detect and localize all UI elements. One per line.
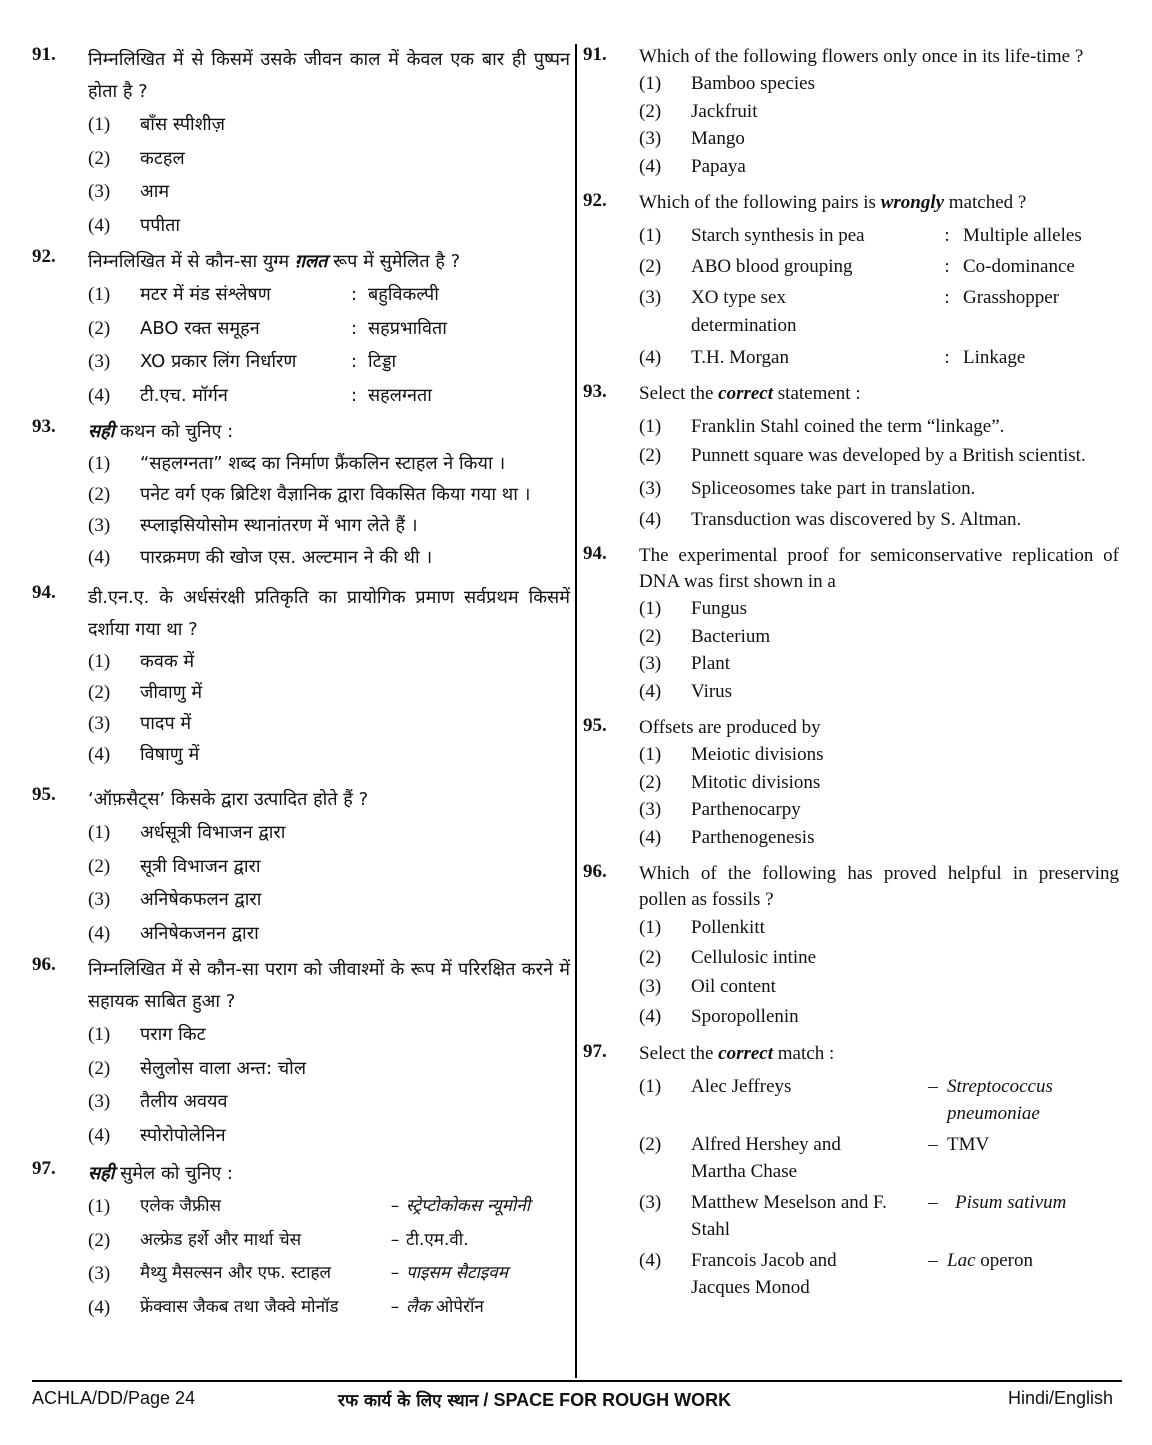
match-right-emphasis: लैक (406, 1296, 431, 1317)
option-number: (1) (88, 651, 111, 672)
question-number: 93. (32, 416, 56, 437)
match-right: स्ट्रेप्टोकोकस न्यूमोनी (406, 1196, 531, 1216)
option-2 (88, 677, 570, 708)
option-text: “सहलग्नता” शब्द का निर्माण फ्रैंकलिन स्टाहल ने किया । (140, 453, 506, 474)
option-text: Mitotic divisions (691, 771, 821, 793)
option-2 (88, 312, 570, 346)
option-text: पारक्रमण की खोज एस. अल्टमान ने की थी । (140, 547, 433, 568)
option-number: (1) (88, 284, 111, 305)
option-number: (1) (88, 453, 111, 474)
match-dash: – (928, 1076, 938, 1097)
pair-right: Co-dominance (963, 256, 1075, 277)
rough-work-label-english: SPACE FOR ROUGH WORK (493, 1390, 732, 1410)
pair-colon: : (350, 384, 358, 406)
option-number: (4) (639, 680, 662, 702)
option-number: (1) (88, 114, 111, 135)
match-right: TMV (947, 1134, 990, 1155)
match-right: Pisum sativum (955, 1192, 1067, 1213)
option-1 (88, 448, 570, 480)
match-right (947, 1247, 1119, 1301)
option-text: स्पोरोपोलेनिन (140, 1124, 226, 1146)
question-number: 91. (583, 44, 607, 65)
option-text: Meiotic divisions (691, 744, 824, 765)
option-text: Bacterium (691, 625, 771, 647)
option-text: Parthenocarpy (691, 799, 801, 820)
option-3 (88, 1085, 570, 1119)
option-2 (639, 251, 1119, 282)
match-right (402, 1291, 570, 1325)
option-text: Cellulosic intine (691, 946, 817, 968)
option-number: (3) (88, 889, 111, 910)
option-number: (4) (88, 547, 111, 568)
pair-right: Multiple alleles (963, 225, 1082, 246)
question-95-hindi (32, 784, 570, 950)
pair-right: सहप्रभाविता (368, 317, 447, 339)
option-number: (1) (639, 598, 662, 619)
option-text: कटहल (140, 147, 185, 169)
question-text-emphasis: wrongly (880, 192, 945, 213)
option-1 (88, 646, 570, 677)
pair-colon: : (350, 317, 358, 339)
match-right-emphasis: Lac (947, 1250, 976, 1271)
option-text: Plant (691, 653, 731, 674)
option-1 (88, 816, 570, 850)
question-text-emphasis: ग़लत (294, 251, 328, 272)
match-left: मैथ्यु मैसल्सन और एफ. स्टाहल (140, 1263, 332, 1283)
option-4 (88, 542, 570, 574)
match-dash: – (928, 1134, 938, 1155)
question-97-english (583, 1041, 1119, 1301)
option-1 (639, 220, 1119, 251)
question-text: डी.एन.ए. के अर्धसंरक्षी प्रतिकृति का प्रायोगिक प्रमाण सर्वप्रथम किसमें दर्शाया गया था ? (88, 587, 570, 640)
option-text: Spliceosomes take part in translation. (691, 478, 976, 499)
option-4 (639, 678, 1119, 706)
option-number: (2) (88, 1057, 111, 1079)
question-text-post: रूप में सुमेलित है ? (327, 251, 461, 272)
question-text: निम्नलिखित में से कौन-सा पराग को जीवाश्मों के रूप में परिरक्षित करने में सहायक साबित हुआ ? (88, 959, 570, 1012)
pair-right: बहुविकल्पी (368, 284, 439, 305)
option-1 (639, 411, 1119, 442)
option-text: Oil content (691, 976, 776, 997)
question-text-pre: Select the (639, 383, 719, 404)
question-94-english (583, 543, 1119, 705)
question-number: 96. (32, 954, 56, 975)
option-text: पराग किट (140, 1024, 206, 1045)
option-number: (4) (88, 384, 111, 406)
option-2 (639, 623, 1119, 651)
option-3 (88, 708, 570, 739)
option-number: (2) (639, 445, 662, 466)
option-2 (88, 142, 570, 176)
question-96-hindi (32, 954, 570, 1152)
option-text: Jackfruit (691, 100, 758, 122)
hindi-column (32, 44, 570, 1324)
question-text-post: statement : (773, 383, 861, 404)
option-number: (1) (639, 1076, 662, 1097)
option-2 (639, 943, 1119, 973)
question-text-emphasis: correct (718, 1043, 774, 1064)
column-divider (575, 44, 577, 1378)
question-number: 94. (32, 582, 56, 603)
option-4 (639, 504, 1119, 535)
question-number: 94. (583, 543, 607, 564)
pair-left: मटर में मंड संश्लेषण (140, 284, 271, 305)
question-text-pre: निम्नलिखित में से कौन-सा युग्म (88, 251, 295, 272)
option-3 (88, 883, 570, 917)
option-4 (639, 153, 1119, 181)
pair-right: सहलग्नता (368, 384, 432, 406)
match-dash: – (390, 1229, 400, 1250)
option-number: (4) (88, 1296, 111, 1318)
option-number: (2) (88, 1229, 111, 1251)
option-text: पपीता (140, 214, 181, 236)
option-text: बाँस स्पीशीज़ (140, 114, 225, 135)
option-text: Virus (691, 680, 733, 702)
question-text: Which of the following has proved helpful in preserving pollen as fossils ? (639, 863, 1119, 910)
pair-left: XO type sex determination (691, 287, 797, 336)
option-number: (4) (88, 214, 111, 236)
question-text-post: matched ? (944, 192, 1027, 213)
option-4 (88, 1119, 570, 1153)
match-dash: – (390, 1263, 400, 1283)
option-text: स्प्लाइसियोसोम स्थानांतरण में भाग लेते हैं । (140, 515, 418, 536)
option-text: जीवाणु में (140, 682, 203, 703)
option-text: Franklin Stahl coined the term “linkage”. (691, 416, 1005, 437)
option-number: (2) (88, 484, 111, 505)
pair-left: ABO रक्त समूहन (140, 317, 260, 339)
option-1 (639, 741, 1119, 769)
option-3 (639, 473, 1119, 504)
question-text-emphasis: सही (88, 1163, 115, 1184)
match-dash: – (928, 1250, 938, 1271)
option-1 (639, 1073, 1119, 1127)
question-92-english (583, 190, 1119, 373)
option-number: (3) (88, 181, 111, 202)
option-number: (3) (639, 287, 662, 308)
question-text-pre: Which of the following pairs is (639, 192, 881, 213)
option-1 (639, 70, 1119, 98)
question-text-post: कथन को चुनिए : (114, 421, 234, 442)
question-number: 96. (583, 861, 607, 882)
pair-right: टिड्डा (368, 351, 397, 372)
option-3 (639, 1189, 1119, 1243)
option-number: (2) (639, 1134, 662, 1155)
match-left: Alfred Hershey and Martha Chase (691, 1134, 841, 1182)
option-number: (4) (88, 922, 111, 944)
pair-left: टी.एच. मॉर्गन (140, 384, 228, 406)
option-number: (4) (639, 1005, 662, 1027)
option-2 (639, 769, 1119, 797)
option-4 (88, 917, 570, 951)
option-text: सेलुलोस वाला अन्त: चोल (140, 1057, 307, 1079)
option-text: अनिषेकफलन द्वारा (140, 889, 262, 910)
option-number: (4) (639, 155, 662, 177)
pair-colon: : (350, 351, 358, 372)
option-3 (639, 972, 1119, 1002)
option-number: (3) (88, 351, 111, 372)
option-text: पादप में (140, 713, 192, 734)
pair-colon: : (944, 256, 950, 277)
option-text: विषाणु में (140, 744, 200, 765)
option-number: (1) (639, 744, 662, 765)
option-3 (88, 175, 570, 209)
question-97-hindi (32, 1158, 570, 1324)
question-text-emphasis: सही (88, 421, 115, 442)
option-number: (3) (88, 1263, 111, 1284)
option-number: (2) (88, 317, 111, 339)
pair-colon: : (944, 225, 950, 246)
rough-work-label (338, 1388, 731, 1411)
option-3 (88, 1257, 570, 1291)
option-number: (1) (639, 73, 662, 94)
question-number: 97. (583, 1041, 607, 1062)
option-text: कवक में (140, 651, 195, 672)
option-number: (1) (639, 225, 662, 246)
question-text (88, 1158, 570, 1190)
option-number: (1) (88, 1196, 111, 1217)
language-label: Hindi/English (1008, 1388, 1114, 1408)
footer-rule (32, 1380, 1122, 1382)
option-number: (3) (639, 653, 662, 674)
pair-colon: : (350, 284, 358, 305)
match-left: एलेक जैफ्रीस (140, 1196, 222, 1216)
question-96-english (583, 861, 1119, 1031)
pair-colon: : (944, 347, 950, 368)
pair-right: Grasshopper (963, 287, 1060, 308)
option-number: (4) (639, 509, 662, 530)
match-left: फ्रेंक्वास जैकब तथा जैक्वे मोनॉड (140, 1296, 339, 1317)
option-text: Pollenkitt (691, 917, 765, 938)
option-4 (88, 1291, 570, 1325)
option-number: (4) (639, 826, 662, 848)
option-number: (4) (639, 347, 662, 368)
option-number: (2) (88, 147, 111, 169)
question-text (639, 381, 1119, 407)
option-3 (639, 796, 1119, 824)
question-text (639, 190, 1119, 216)
option-2 (88, 480, 570, 510)
option-number: (2) (639, 625, 662, 647)
question-number: 97. (32, 1158, 56, 1179)
match-dash: – (390, 1296, 400, 1317)
question-text: The experimental proof for semiconservative replication of DNA was first shown in a (639, 545, 1119, 592)
option-3 (88, 510, 570, 542)
option-number: (2) (639, 256, 662, 277)
option-number: (3) (639, 799, 662, 820)
match-right: टी.एम.वी. (406, 1229, 469, 1250)
option-text: Punnett square was developed by a British scientist. (691, 445, 1086, 466)
option-text: Mango (691, 128, 745, 149)
option-number: (3) (88, 1091, 111, 1112)
english-column (583, 44, 1119, 1301)
option-4 (639, 342, 1119, 373)
option-number: (2) (639, 771, 662, 793)
question-95-english (583, 715, 1119, 851)
pair-left: ABO blood grouping (691, 256, 853, 277)
question-94-hindi (32, 582, 570, 770)
question-text (88, 246, 570, 278)
option-4 (639, 824, 1119, 852)
question-text-pre: Select the (639, 1043, 719, 1064)
option-4 (88, 379, 570, 413)
option-text: Papaya (691, 155, 746, 177)
pair-left: XO प्रकार लिंग निर्धारण (140, 351, 297, 372)
option-number: (2) (639, 946, 662, 968)
question-92-hindi (32, 246, 570, 412)
question-number: 95. (32, 784, 56, 805)
option-number: (3) (639, 976, 662, 997)
match-right-post: operon (975, 1250, 1034, 1271)
option-4 (639, 1002, 1119, 1032)
question-number: 93. (583, 381, 607, 402)
question-number: 92. (32, 246, 56, 267)
option-number: (1) (639, 416, 662, 437)
match-left: अल्फ्रेड हर्शे और मार्था चेस (140, 1229, 302, 1250)
option-4 (88, 739, 570, 770)
question-93-hindi (32, 416, 570, 574)
option-3 (639, 125, 1119, 153)
option-1 (88, 1190, 570, 1224)
option-number: (1) (639, 917, 662, 938)
option-text: Fungus (691, 598, 747, 619)
option-1 (88, 1018, 570, 1052)
question-number: 92. (583, 190, 607, 211)
option-number: (4) (88, 744, 111, 765)
option-number: (1) (88, 1024, 111, 1045)
option-2 (88, 850, 570, 884)
rough-work-label-hindi: रफ कार्य के लिए स्थान (338, 1391, 479, 1411)
option-text: अर्धसूत्री विभाजन द्वारा (140, 822, 286, 843)
option-2 (88, 1224, 570, 1258)
option-number: (4) (88, 1124, 111, 1146)
match-right: Streptococcus pneumoniae (947, 1076, 1053, 1124)
option-text: Sporopollenin (691, 1005, 799, 1027)
option-text: Bamboo species (691, 73, 816, 94)
option-2 (88, 1052, 570, 1086)
question-text-emphasis: correct (718, 383, 774, 404)
question-number: 95. (583, 715, 607, 736)
option-3 (639, 284, 1119, 340)
option-number: (1) (88, 822, 111, 843)
option-text: पनेट वर्ग एक ब्रिटिश वैज्ञानिक द्वारा विकसित किया गया था । (140, 484, 531, 505)
option-1 (639, 913, 1119, 943)
option-3 (88, 345, 570, 379)
match-dash: – (390, 1196, 400, 1216)
question-text (639, 1041, 1119, 1067)
question-text: ‘ऑफ़सैट्स’ किसके द्वारा उत्पादित होते हैं ? (88, 789, 369, 810)
question-91-english (583, 44, 1119, 180)
question-number: 91. (32, 44, 56, 65)
option-text: अनिषेकजनन द्वारा (140, 922, 259, 944)
option-3 (639, 650, 1119, 678)
question-text: निम्नलिखित में से किसमें उसके जीवन काल में केवल एक बार ही पुष्पन होता है ? (88, 49, 570, 102)
rough-work-separator: / (478, 1390, 494, 1410)
match-left: Francois Jacob and Jacques Monod (691, 1250, 837, 1298)
option-number: (2) (88, 682, 111, 703)
question-93-english (583, 381, 1119, 535)
option-1 (88, 278, 570, 312)
option-text: सूत्री विभाजन द्वारा (140, 855, 261, 877)
question-text-post: सुमेल को चुनिए : (114, 1163, 233, 1184)
question-text: Which of the following flowers only once in its life-time ? (639, 46, 1084, 67)
pair-colon: : (944, 287, 950, 308)
question-text (88, 416, 570, 448)
option-number: (3) (88, 713, 111, 734)
option-number: (3) (639, 478, 662, 499)
option-text: Parthenogenesis (691, 826, 815, 848)
option-number: (2) (88, 855, 111, 877)
option-2 (639, 98, 1119, 126)
option-1 (88, 108, 570, 142)
match-dash: – (928, 1192, 938, 1213)
option-number: (3) (639, 1192, 662, 1213)
option-number: (3) (639, 128, 662, 149)
option-2 (639, 442, 1119, 469)
option-4 (88, 209, 570, 243)
option-4 (639, 1247, 1119, 1301)
option-text: Transduction was discovered by S. Altman. (691, 509, 1022, 530)
option-number: (3) (88, 515, 111, 536)
match-left: Matthew Meselson and F. Stahl (691, 1192, 887, 1240)
page-code: ACHLA/DD/Page 24 (32, 1388, 196, 1408)
option-2 (639, 1131, 1119, 1185)
option-number: (4) (639, 1250, 662, 1271)
option-text: तैलीय अवयव (140, 1091, 228, 1112)
pair-left: T.H. Morgan (691, 347, 789, 368)
question-91-hindi (32, 44, 570, 242)
question-text-post: match : (773, 1043, 835, 1064)
match-right: पाइसम सैटाइवम (406, 1263, 508, 1283)
pair-left: Starch synthesis in pea (691, 225, 865, 246)
match-left: Alec Jeffreys (691, 1076, 792, 1097)
option-text: आम (140, 181, 170, 202)
option-1 (639, 595, 1119, 623)
question-text: Offsets are produced by (639, 717, 821, 738)
match-right-post: ओपेरॉन (430, 1296, 484, 1317)
option-number: (2) (639, 100, 662, 122)
pair-right: Linkage (963, 347, 1026, 368)
